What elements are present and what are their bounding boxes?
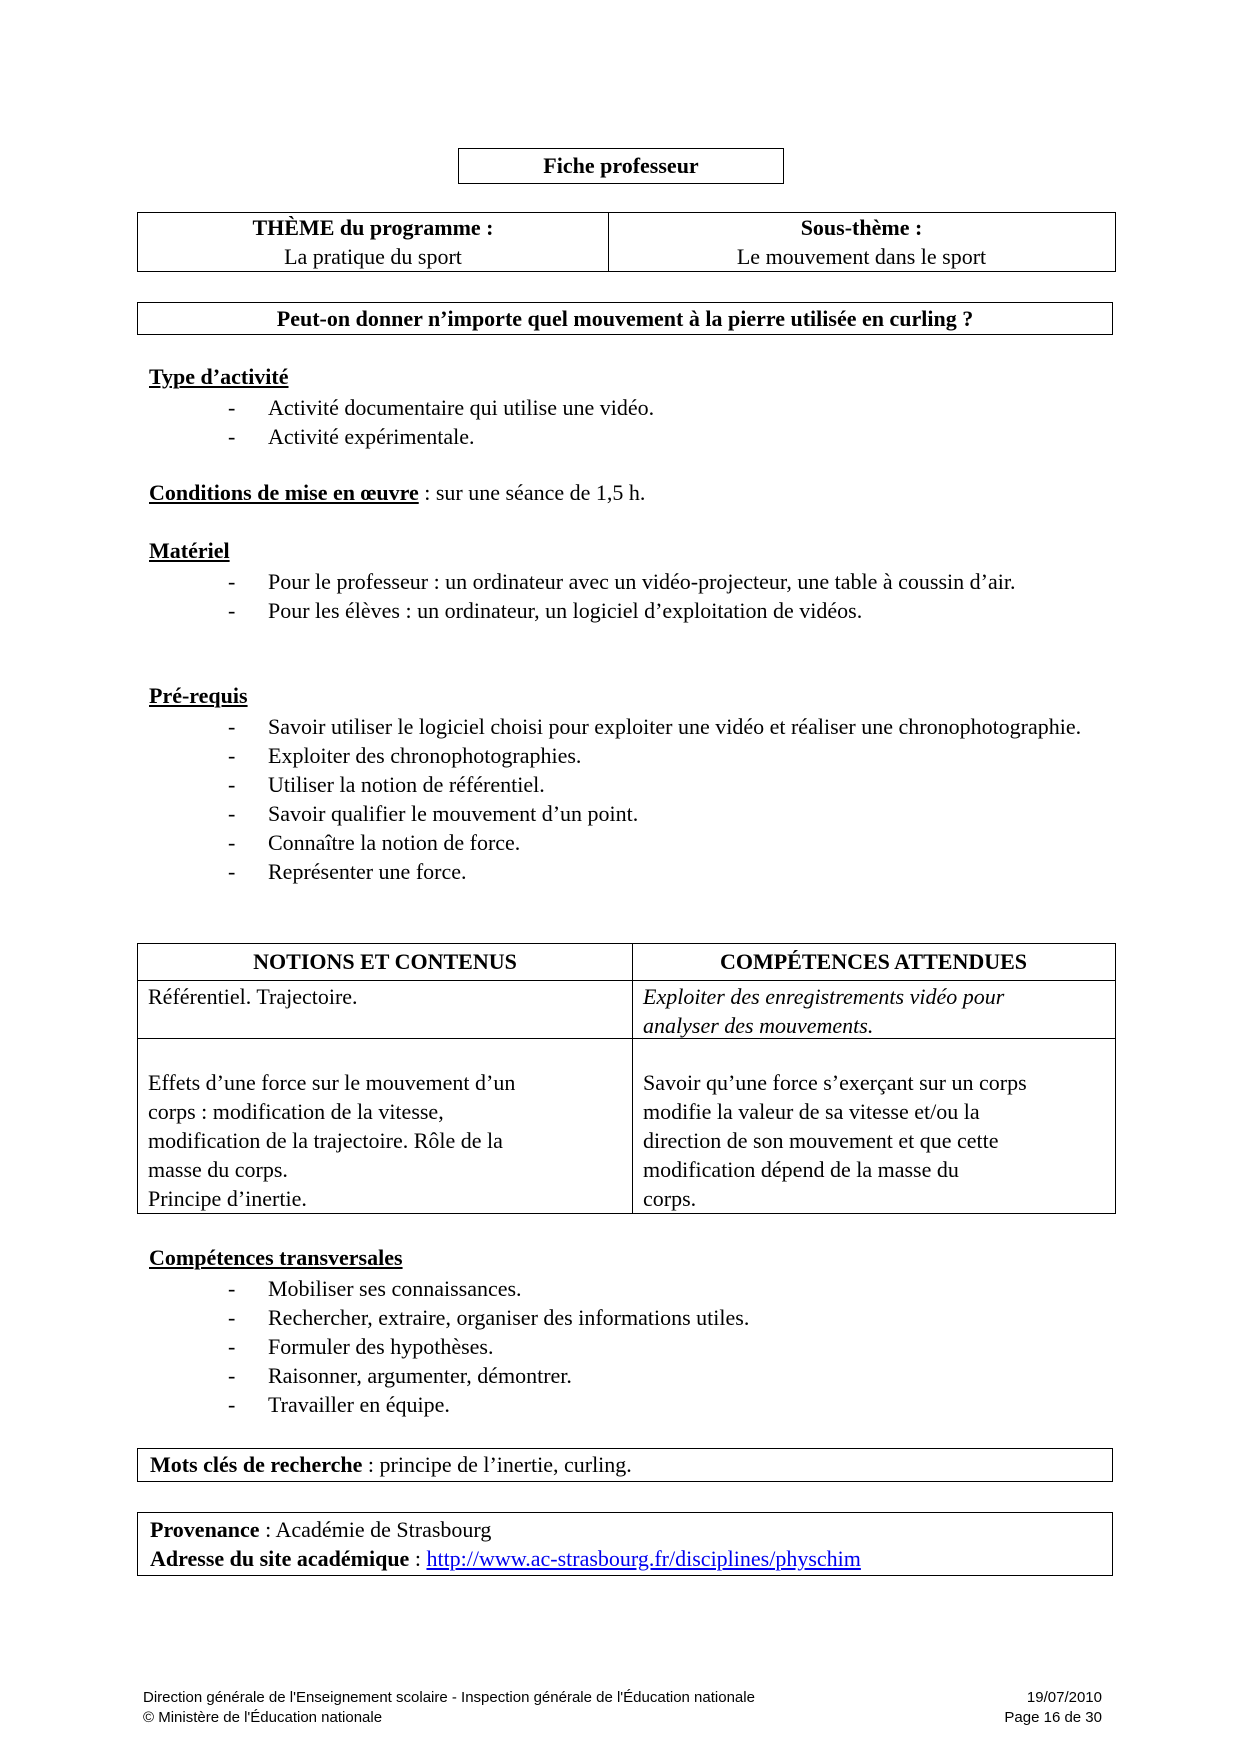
- table-cell-line: modifie la valeur de sa vitesse et/ou la: [643, 1099, 980, 1124]
- list-item: - Mobiliser ses connaissances.: [228, 1274, 1100, 1303]
- theme-table: [137, 212, 1116, 272]
- theme-header: THÈME du programme :: [252, 215, 494, 240]
- table-cell-line: masse du corps.: [148, 1157, 288, 1182]
- list-item: - Activité expérimentale.: [228, 422, 1100, 451]
- table-cell: [148, 1068, 515, 1213]
- footer-line2: © Ministère de l'Éducation nationale: [143, 1709, 383, 1726]
- conditions-line: [149, 480, 645, 506]
- site-link[interactable]: http://www.ac-strasbourg.fr/disciplines/physchim: [426, 1546, 861, 1571]
- theme-cell: [138, 213, 609, 271]
- site-label: Adresse du site académique: [150, 1546, 410, 1571]
- competences-heading: Compétences transversales: [149, 1245, 403, 1270]
- materiel-heading: Matériel: [149, 538, 230, 563]
- footer-page: Page 16 de 30: [1004, 1709, 1102, 1726]
- footer-right: [990, 1688, 1102, 1728]
- table-cell-line: modification de la trajectoire. Rôle de la: [148, 1128, 503, 1153]
- list-item: - Raisonner, argumenter, démontrer.: [228, 1361, 1100, 1390]
- notions-header: NOTIONS ET CONTENUS: [253, 949, 517, 974]
- type-activite-heading: Type d’activité: [149, 364, 289, 389]
- sous-theme-header: Sous-thème :: [800, 215, 923, 240]
- table-cell-line: direction de son mouvement et que cette: [643, 1128, 999, 1153]
- competences-header: COMPÉTENCES ATTENDUES: [719, 949, 1028, 974]
- site-line: [150, 1544, 1112, 1573]
- list-item: - Pour le professeur : un ordinateur avec un vidéo-projecteur, une table à coussin d’air.: [228, 567, 1100, 596]
- prerequis-heading: Pré-requis: [149, 683, 248, 708]
- materiel-list: [228, 567, 1100, 625]
- site-sep: :: [409, 1546, 427, 1571]
- footer-left: [143, 1688, 755, 1728]
- provenance-text: : Académie de Strasbourg: [259, 1517, 492, 1542]
- list-item: - Utiliser la notion de référentiel.: [228, 770, 1100, 799]
- table-cell-line: corps : modification de la vitesse,: [148, 1099, 444, 1124]
- conditions-heading: Conditions de mise en œuvre: [149, 480, 419, 505]
- table-cell: [643, 982, 1004, 1040]
- list-item: - Exploiter des chronophotographies.: [228, 741, 1100, 770]
- footer-date: 19/07/2010: [1026, 1689, 1102, 1706]
- table-cell-line: Exploiter des enregistrements vidéo pour: [643, 984, 1005, 1009]
- table-cell: [643, 1068, 1027, 1213]
- competences-list: [228, 1274, 1100, 1419]
- table-cell-line: Effets d’une force sur le mouvement d’un: [148, 1070, 516, 1095]
- mots-cles-box: [137, 1448, 1113, 1482]
- table-cell-line: corps.: [643, 1186, 697, 1211]
- list-item: - Savoir utiliser le logiciel choisi pour exploiter une vidéo et réaliser une chronophotographie.: [228, 712, 1100, 741]
- sous-theme-value: Le mouvement dans le sport: [736, 244, 987, 269]
- table-cell-line: Principe d’inertie.: [148, 1186, 307, 1211]
- notions-table: [137, 943, 1116, 1214]
- question-box: Peut-on donner n’importe quel mouvement à la pierre utilisée en curling ?: [137, 302, 1113, 335]
- conditions-text: : sur une séance de 1,5 h.: [418, 480, 646, 505]
- table-cell-line: modification dépend de la masse du: [643, 1157, 959, 1182]
- mots-cles-text: : principe de l’inertie, curling.: [362, 1452, 632, 1477]
- list-item: - Représenter une force.: [228, 857, 1100, 886]
- table-cell: Référentiel. Trajectoire.: [148, 984, 358, 1009]
- provenance-box: [137, 1512, 1113, 1576]
- provenance-label: Provenance: [150, 1517, 260, 1542]
- list-item: - Savoir qualifier le mouvement d’un point.: [228, 799, 1100, 828]
- sous-theme-cell: [608, 213, 1115, 271]
- list-item: - Rechercher, extraire, organiser des informations utiles.: [228, 1303, 1100, 1332]
- prerequis-list: [228, 712, 1100, 886]
- table-cell-line: Savoir qu’une force s’exerçant sur un corps: [643, 1070, 1027, 1095]
- list-item: - Pour les élèves : un ordinateur, un logiciel d’exploitation de vidéos.: [228, 596, 1100, 625]
- type-activite-list: [228, 393, 1100, 451]
- mots-cles-label: Mots clés de recherche: [150, 1452, 363, 1477]
- list-item: - Activité documentaire qui utilise une vidéo.: [228, 393, 1100, 422]
- list-item: - Formuler des hypothèses.: [228, 1332, 1100, 1361]
- fiche-title: Fiche professeur: [458, 148, 784, 184]
- provenance-line: [150, 1515, 1112, 1544]
- list-item: - Connaître la notion de force.: [228, 828, 1100, 857]
- footer-line1: Direction générale de l'Enseignement scolaire - Inspection générale de l'Éducation nationale: [143, 1689, 755, 1706]
- list-item: - Travailler en équipe.: [228, 1390, 1100, 1419]
- theme-value: La pratique du sport: [284, 244, 462, 269]
- table-cell-line: analyser des mouvements.: [643, 1013, 874, 1038]
